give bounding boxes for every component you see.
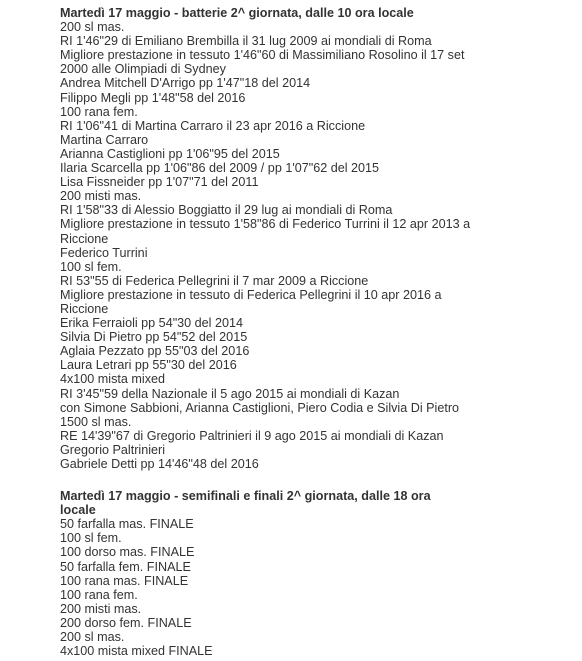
list-item: 50 farfalla mas. FINALE <box>60 517 194 532</box>
section-heading-finals: Martedì 17 maggio - semifinali e finali 2^ giornata, dalle 18 ora locale <box>60 489 431 518</box>
list-item: Silvia Di Pietro pp 54"52 del 2015 <box>60 330 248 345</box>
list-item: RI 1'58"33 di Alessio Boggiatto il 29 lug ai mondiali di Roma <box>60 203 393 218</box>
list-item: Andrea Mitchell D'Arrigo pp 1'47"18 del 2014 <box>60 76 311 91</box>
list-item: Lisa Fissneider pp 1'07"71 del 2011 <box>60 175 259 190</box>
list-item: 200 misti mas. <box>60 601 142 616</box>
list-item: 100 sl fem. <box>60 259 122 274</box>
list-item: Filippo Megli pp 1'48"58 del 2016 <box>60 90 246 105</box>
list-item: Martina Carraro <box>60 132 149 147</box>
list-item: RI 3'45"59 della Nazionale il 5 ago 2015 ai mondiali di Kazan <box>60 386 400 401</box>
list-item: Migliore prestazione in tessuto 1'58"86 di Federico Turrini il 12 apr 2013 a Riccione <box>60 217 471 246</box>
list-item: 4x100 mista mixed FINALE <box>60 644 213 659</box>
list-item: 1500 sl mas. <box>60 414 132 429</box>
list-item: Gregorio Paltrinieri <box>60 442 165 457</box>
list-item: con Simone Sabbioni, Arianna Castiglioni, Piero Codia e Silvia Di Pietro <box>60 400 460 415</box>
section-heading-heats: Martedì 17 maggio - batterie 2^ giornata, dalle 10 ora locale <box>60 6 414 20</box>
list-item: 200 misti mas. <box>60 189 142 204</box>
list-item: Erika Ferraioli pp 54"30 del 2014 <box>60 316 243 331</box>
list-item: Ilaria Scarcella pp 1'06"86 del 2009 / pp 1'07"62 del 2015 <box>60 161 380 176</box>
list-item: 100 rana fem. <box>60 587 138 602</box>
list-item: 100 dorso mas. FINALE <box>60 545 195 560</box>
list-item: RI 53"55 di Federica Pellegrini il 7 mar 2009 a Riccione <box>60 273 369 288</box>
heats-list <box>60 20 522 471</box>
list-item: RE 14'39"67 di Gregorio Paltrinieri il 9 ago 2015 ai mondiali di Kazan <box>60 428 444 443</box>
list-item: 200 sl mas. <box>60 630 125 645</box>
list-item: 100 rana mas. FINALE <box>60 573 189 588</box>
section-spacer <box>60 471 522 489</box>
finals-list <box>60 517 522 658</box>
list-item: RI 1'06"41 di Martina Carraro il 23 apr 2016 a Riccione <box>60 118 366 133</box>
list-item: RI 1'46"29 di Emiliano Brembilla il 31 lug 2009 ai mondiali di Roma <box>60 34 432 49</box>
list-item: Federico Turrini <box>60 245 148 260</box>
list-item: Arianna Castiglioni pp 1'06"95 del 2015 <box>60 146 280 161</box>
list-item: 4x100 mista mixed <box>60 372 165 387</box>
list-item: Laura Letrari pp 55"30 del 2016 <box>60 358 237 373</box>
list-item: 50 farfalla fem. FINALE <box>60 559 191 574</box>
list-item: Aglaia Pezzato pp 55"03 del 2016 <box>60 344 250 359</box>
list-item: Gabriele Detti pp 14'46"48 del 2016 <box>60 457 259 471</box>
list-item: 200 sl mas. <box>60 20 125 35</box>
list-item: Migliore prestazione in tessuto 1'46"60 di Massimiliano Rosolino il 17 set 2000 alle Olimpiadi di Sydney <box>60 48 465 77</box>
list-item: 200 dorso fem. FINALE <box>60 615 192 630</box>
list-item: 100 rana fem. <box>60 104 138 119</box>
list-item: Migliore prestazione in tessuto di Federica Pellegrini il 10 apr 2016 a Riccione <box>60 287 442 316</box>
list-item: 100 sl fem. <box>60 531 122 546</box>
